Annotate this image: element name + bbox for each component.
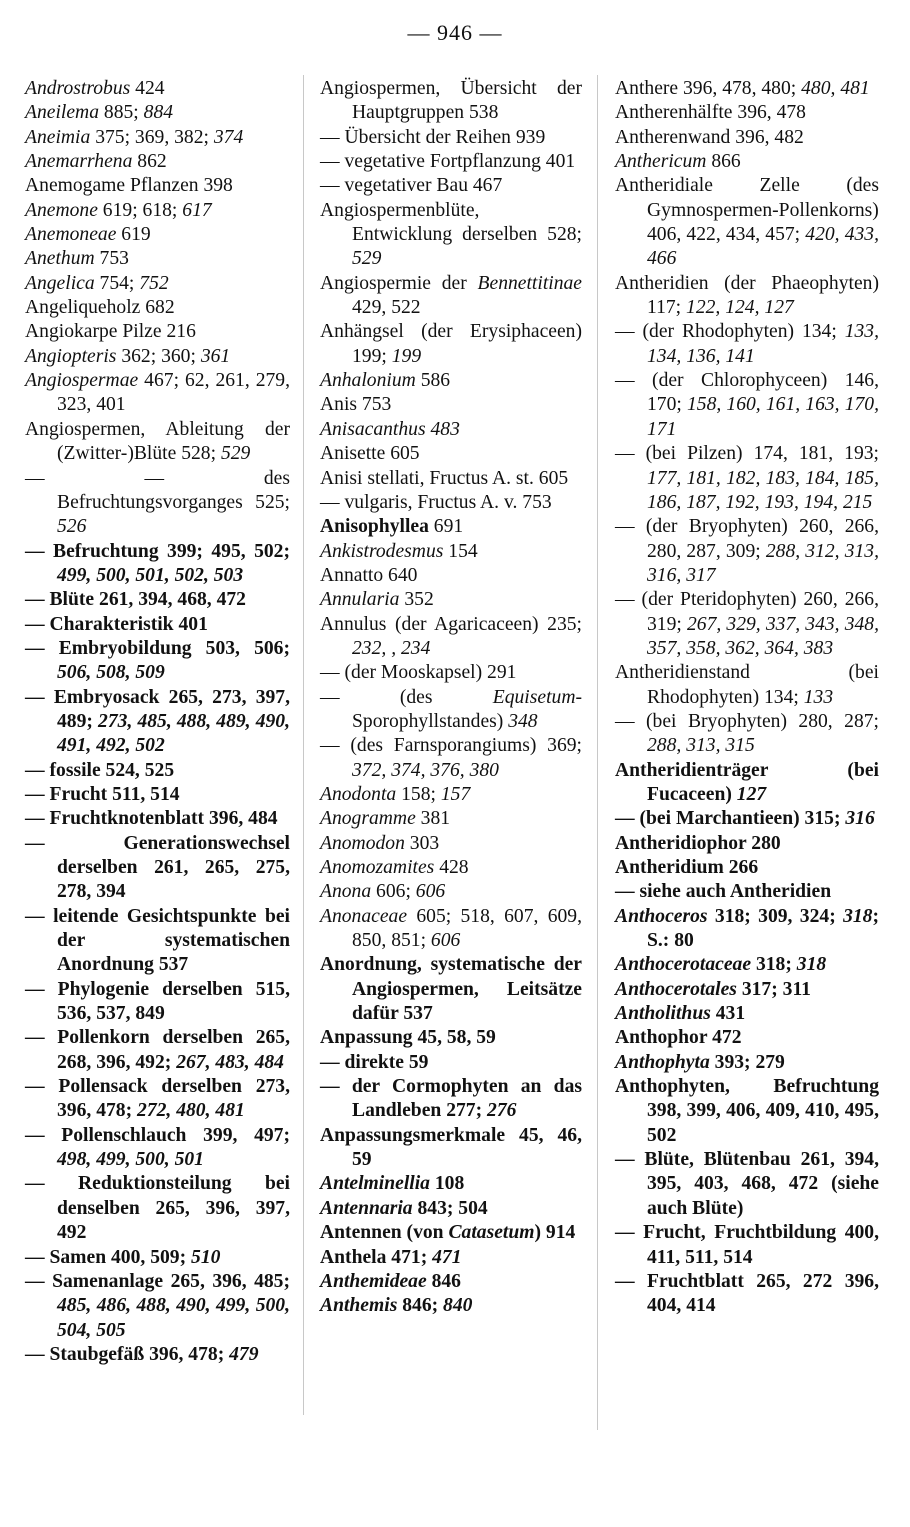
entry-text: 361 [200,345,231,367]
entry-text: 862 [132,151,167,173]
entry-text: Anemone [25,199,98,221]
entry-text: 619 [116,224,151,246]
index-entry [25,637,290,686]
entry-text: 840 [443,1295,473,1317]
entry-text: Angiospermae [25,370,139,392]
entry-text: — leitende Gesichtspunkte bei der systematischen Anordnung 537 [25,905,290,976]
entry-text: 752 [139,272,169,294]
entry-text: 177, 181, 182, 183, 184, 185, 186, 187, 192, 193, 194, 215 [647,467,879,513]
entry-text: 154 [443,540,478,562]
index-entry [25,320,290,344]
entry-text: — (der Rhodophyten) 134; [615,321,845,343]
index-entry [320,1294,582,1318]
entry-text: 303 [404,832,440,854]
entry-text: 606; [371,881,416,903]
entry-text: — (der Pteridophyten) 260, 266, 319; [615,589,879,635]
entry-text: 267, 483, 484 [176,1051,284,1073]
index-entry [320,613,582,662]
entry-text: Annulus (der Agaricaceen) 235; [320,613,582,635]
entry-text: 127 [736,783,767,805]
entry-text: 526 [57,516,87,538]
index-entry [25,369,290,418]
entry-text: 288, 313, 315 [647,735,755,757]
entry-text: — (bei Bryophyten) 280, 287; [615,710,879,732]
entry-text: Anisophyllea [320,516,429,538]
index-entry [320,1026,582,1050]
entry-text: 846 [426,1270,461,1292]
entry-text: Anthophyta [615,1051,710,1073]
entry-text: — (des Farnsporangiums) 369; [320,735,582,757]
index-entry [320,661,582,685]
entry-text: Antholithus [615,1003,711,1025]
index-entry [25,296,290,320]
entry-text: Anthere 396, 478, 480; [615,78,802,99]
entry-text: — siehe auch Antheridien [615,881,832,903]
entry-text: — vulgaris, Fructus A. v. 753 [320,491,552,513]
entry-text: Anthoceros [615,905,708,927]
index-entry [25,1246,290,1270]
entry-text: — Samenanlage 265, 396, 485; [25,1270,290,1292]
entry-text: — der Cormophyten an das Landleben 277; [320,1076,582,1122]
entry-text: Anomozamites [320,857,435,878]
entry-text: — Charakteristik 401 [25,613,208,635]
column-divider [303,75,304,1415]
entry-text: 586 [415,370,451,392]
index-entry [615,807,879,831]
entry-text: — Reduktionsteilung bei denselben 265, 396, 397, 492 [25,1173,290,1244]
entry-text: 429, 522 [352,297,421,319]
entry-text: Anisi stellati, Fructus A. st. 605 [320,467,569,489]
entry-text: 272, 480, 481 [137,1100,245,1122]
entry-text: 133 [803,686,834,708]
entry-text: 273, 485, 488, 489, 490, 491, 492, 502 [57,710,290,757]
index-entry [615,953,879,977]
index-entry [320,369,582,393]
entry-text: — (bei Marchantieen) 315; [615,808,846,830]
entry-text: 267, 329, 337, 343, 348, 357, 358, 362, 364, 383 [647,613,879,659]
index-entry [320,953,582,1026]
entry-text: 529 [220,443,251,465]
entry-text: — vegetative Fortpflanzung 401 [320,151,576,173]
index-entry [320,1221,582,1245]
entry-text: — Pollenkorn derselben 265, 268, 396, 492; [25,1027,290,1073]
entry-text: 884 [143,102,174,124]
index-entry [615,588,879,661]
entry-text: 199 [391,345,422,367]
entry-text: 372, 374, 376, 380 [352,759,499,781]
entry-text: Bennettitinae [477,272,582,294]
index-entry [320,467,582,491]
entry-text: Anhängsel (der Erysiphaceen) 199; [320,321,582,367]
entry-text: Anisacanthus 483 [320,418,460,440]
index-entry [25,832,290,905]
entry-text: 479 [229,1343,259,1365]
entry-text: 498, 499, 500, 501 [57,1149,204,1171]
index-entry [615,856,879,880]
entry-text: 316 [845,808,875,830]
entry-text: Angiokarpe Pilze 216 [25,321,196,343]
entry-text: Ankistrodesmus [320,540,444,562]
index-column-2 [320,77,582,1319]
index-column-1 [25,77,290,1367]
entry-text: 499, 500, 501, 502, 503 [57,564,244,586]
index-entry [25,807,290,831]
entry-text: Anthemis [320,1295,398,1317]
index-entry [320,880,582,904]
entry-text: 158; [396,783,441,805]
index-entry [320,199,582,272]
index-entry [615,759,879,808]
entry-text: 753 [94,248,129,270]
entry-text: 108 [429,1173,465,1195]
entry-text: — — des Befruchtungsvorganges 525; [25,467,290,513]
index-entry [615,320,879,369]
index-entry [615,1002,879,1026]
entry-text: Antheridien (der Phaeophyten) 117; [615,272,879,319]
entry-text: 754; [94,272,140,294]
entry-text: Angeliqueholz 682 [25,297,175,319]
entry-text: Anthericum [615,151,707,173]
entry-text: 467; 62, 261, 279, 323, 401 [57,370,290,416]
index-entry [615,442,879,515]
entry-text: Anemogame Pflanzen 398 [25,175,233,197]
entry-text: — Frucht 511, 514 [25,783,180,805]
entry-text: Aneilema [25,102,99,124]
entry-text: Angiopteris [25,345,117,367]
entry-text: Anhalonium [320,370,416,392]
entry-text: Anordnung, systematische der Angiospermen, Leitsätze dafür 537 [320,954,582,1025]
index-entry [25,1343,290,1367]
index-entry [615,101,879,125]
entry-text: Catasetum [448,1222,535,1244]
index-entry [320,442,582,466]
index-entry [320,1197,582,1221]
index-entry [25,223,290,247]
entry-text: Anona [320,881,372,903]
index-entry [615,77,879,101]
index-entry [320,126,582,150]
entry-text: — Pollenschlauch 399, 497; [25,1124,290,1146]
entry-text: — Blüte, Blütenbau 261, 394, 395, 403, 468, 472 (siehe auch Blüte) [615,1149,879,1219]
entry-text: Aneimia [25,126,91,148]
index-entry [615,1148,879,1221]
index-entry [615,832,879,856]
index-entry [320,515,582,539]
index-entry [25,1172,290,1245]
entry-text: 420, 433, 466 [647,224,880,270]
entry-text: Anpassungsmerkmale 45, 46, 59 [320,1124,582,1171]
entry-text: Anthocerotales [615,978,737,1000]
index-entry [320,418,582,442]
entry-text: 348 [508,710,538,732]
entry-text: 529 [352,248,382,270]
entry-text: 428 [434,857,469,878]
entry-text: 318 [843,905,873,927]
entry-text: Angiospermie der [320,272,478,294]
index-entry [320,174,582,198]
entry-text: — Samen 400, 509; [25,1246,192,1268]
page-number: — 946 — [407,20,503,45]
index-entry [615,272,879,321]
entry-text: Anthemideae [320,1270,427,1292]
entry-text: Angiospermen, Ableitung der (Zwitter-)Blüte 528; [25,418,290,465]
entry-text: Anpassung 45, 58, 59 [320,1027,496,1049]
entry-text: — (des [320,686,493,708]
entry-text: 691 [428,516,464,538]
index-entry [320,905,582,954]
entry-text: 232, , 234 [352,637,431,659]
index-entry [615,174,879,271]
entry-text: — Frucht, Fruchtbildung 400, 411, 511, 514 [615,1222,879,1268]
entry-text: 866 [706,151,741,173]
index-entry [615,1026,879,1050]
entry-text: Antennen (von [320,1222,449,1244]
index-entry [320,588,582,612]
entry-text: Antennaria [320,1197,413,1219]
index-entry [25,467,290,540]
entry-text: 352 [399,589,434,611]
index-entry [615,1221,879,1270]
index-entry [320,393,582,417]
entry-text: — Fruchtknotenblatt 396, 484 [25,808,278,830]
entry-text: 158, 160, 161, 163, 170, 171 [647,394,879,440]
index-entry [615,126,879,150]
entry-text: 288, 312, 313, 316, 317 [647,540,879,586]
entry-text: Androstrobus [25,78,131,99]
entry-text: — fossile 524, 525 [25,759,175,781]
index-entry [320,686,582,735]
entry-text: — Phylogenie derselben 515, 536, 537, 849 [25,978,290,1025]
index-entry [25,272,290,296]
index-entry [25,150,290,174]
entry-text: Angelica [25,272,95,294]
index-entry [25,77,290,101]
entry-text: Anogramme [320,808,416,830]
column-divider [597,75,598,1430]
entry-text: ; S.: 80 [647,905,879,952]
index-entry [615,1075,879,1148]
entry-text: 606 [415,881,446,903]
entry-text: 318; 309, 324; [707,905,844,927]
entry-text: 424 [130,78,165,99]
entry-text: 276 [487,1100,517,1122]
index-entry [25,174,290,198]
index-entry [25,1026,290,1075]
index-column-3 [615,77,879,1319]
index-entry [320,734,582,783]
entry-text: — Befruchtung 399; 495, 502; [25,540,290,562]
entry-text: 480, 481 [801,78,870,99]
entry-text: 133, 134, 136, 141 [647,321,879,367]
entry-text: 393; 279 [709,1051,785,1073]
entry-text: — (der Mooskapsel) 291 [320,662,517,684]
entry-text: 617 [182,199,212,221]
entry-text: 431 [710,1003,746,1025]
entry-text: Antelminellia [320,1173,430,1195]
entry-text: Anomodon [320,832,405,854]
entry-text: — Übersicht der Reihen 939 [320,126,546,148]
entry-text: Antheridienträger (bei Fucaceen) [615,759,879,805]
index-entry [615,150,879,174]
entry-text: 843; 504 [412,1197,488,1219]
entry-text: — Embryobildung 503, 506; [25,637,290,659]
entry-text: 157 [440,783,471,805]
index-entry [320,272,582,321]
index-entry [25,978,290,1027]
index-entry [25,1124,290,1173]
entry-text: — Staubgefäß 396, 478; [25,1343,230,1365]
entry-text: Anemarrhena [25,151,133,173]
entry-text: Anis 753 [320,394,392,416]
index-entry [25,199,290,223]
index-entry [25,345,290,369]
index-entry [25,1075,290,1124]
entry-text: — Embryosack 265, 273, 397, 489; [25,686,290,732]
entry-text: Anthocerotaceae [615,954,752,976]
index-entry [320,1172,582,1196]
entry-text: Angiospermen, Übersicht der Hauptgruppen 538 [320,78,582,124]
entry-text: Antherenwand 396, 482 [615,126,804,148]
entry-text: Equisetum [492,686,576,708]
entry-text: — Pollensack derselben 273, 396, 478; [25,1076,290,1122]
entry-text: 485, 486, 488, 490, 499, 500, 504, 505 [57,1295,290,1341]
index-entry [320,1246,582,1270]
entry-text: Anemoneae [25,224,117,246]
entry-text: Anthophor 472 [615,1027,742,1049]
entry-text: 506, 508, 509 [57,662,165,684]
index-entry [320,540,582,564]
entry-text: 885; [99,102,144,124]
entry-text: 471 [432,1246,462,1268]
entry-text: 374 [213,126,244,148]
index-entry [25,613,290,637]
entry-text: Antheridienstand (bei Rhodophyten) 134; [615,662,879,708]
index-entry [25,418,290,467]
entry-text: Anonaceae [320,905,408,927]
entry-text: 122, 124, 127 [686,297,794,319]
entry-text: — vegetativer Bau 467 [320,175,503,197]
index-entry [25,588,290,612]
index-entry [320,1124,582,1173]
entry-text: 375; 369, 382; [90,126,214,148]
index-entry [25,686,290,759]
index-entry [25,759,290,783]
index-entry [320,150,582,174]
index-entry [320,77,582,126]
index-entry [320,832,582,856]
entry-text: Anethum [25,248,95,270]
entry-text: — Fruchtblatt 265, 272 396, 404, 414 [615,1270,879,1317]
entry-text: 381 [415,808,451,830]
entry-text: 317; 311 [736,978,811,1000]
index-entry [615,369,879,442]
index-entry [320,564,582,588]
entry-text: Antheridium 266 [615,857,759,878]
index-entry [615,905,879,954]
index-entry [25,540,290,589]
entry-text: — (der Chlorophyceen) 146, 170; [615,370,879,416]
entry-text: — (der Bryophyten) 260, 266, 280, 287, 309; [615,516,879,562]
index-entry [615,661,879,710]
index-entry [25,905,290,978]
entry-text: — Generationswechsel derselben 261, 265, 275, 278, 394 [25,832,290,903]
entry-text: 846; [397,1295,444,1317]
index-entry [615,1270,879,1319]
entry-text: Antheridiophor 280 [615,832,781,854]
entry-text: 510 [191,1246,221,1268]
index-entry [615,1051,879,1075]
entry-text: — direkte 59 [320,1051,429,1073]
entry-text: -Sporophyllstandes) [352,686,582,732]
index-entry [320,1075,582,1124]
entry-text: Annularia [320,589,400,611]
entry-text: 318 [796,954,827,976]
index-entry [615,978,879,1002]
entry-text: ) 914 [534,1222,576,1244]
entry-text: 605; 518, 607, 609, 850, 851; [352,905,582,952]
index-entry [320,320,582,369]
entry-text: — Blüte 261, 394, 468, 472 [25,589,246,611]
index-entry [320,1270,582,1294]
entry-text: 362; 360; [116,345,201,367]
index-entry [320,856,582,880]
entry-text: Angiospermenblüte, Entwicklung derselben 528; [320,199,582,246]
index-entry [615,710,879,759]
index-entry [25,783,290,807]
entry-text: Antheridiale Zelle (des Gymnospermen-Pollenkorns) 406, 422, 434, 457; [615,175,879,246]
entry-text: Antherenhälfte 396, 478 [615,102,806,124]
index-entry [615,515,879,588]
index-entry [615,880,879,904]
entry-text: Anthela 471; [320,1246,433,1268]
entry-text: 318; [751,954,797,976]
index-entry [25,1270,290,1343]
index-entry [25,126,290,150]
entry-text: Anisette 605 [320,443,420,465]
entry-text: Annatto 640 [320,564,418,586]
index-entry [320,807,582,831]
index-entry [320,1051,582,1075]
entry-text: 619; 618; [97,199,183,221]
entry-text: Anodonta [320,783,397,805]
index-entry [320,783,582,807]
entry-text: — (bei Pilzen) 174, 181, 193; [615,443,879,465]
entry-text: 606 [430,930,461,952]
index-entry [25,101,290,125]
entry-text: Anthophyten, Befruchtung 398, 399, 406, 409, 410, 495, 502 [615,1076,879,1146]
index-entry [320,491,582,515]
index-entry [25,247,290,271]
